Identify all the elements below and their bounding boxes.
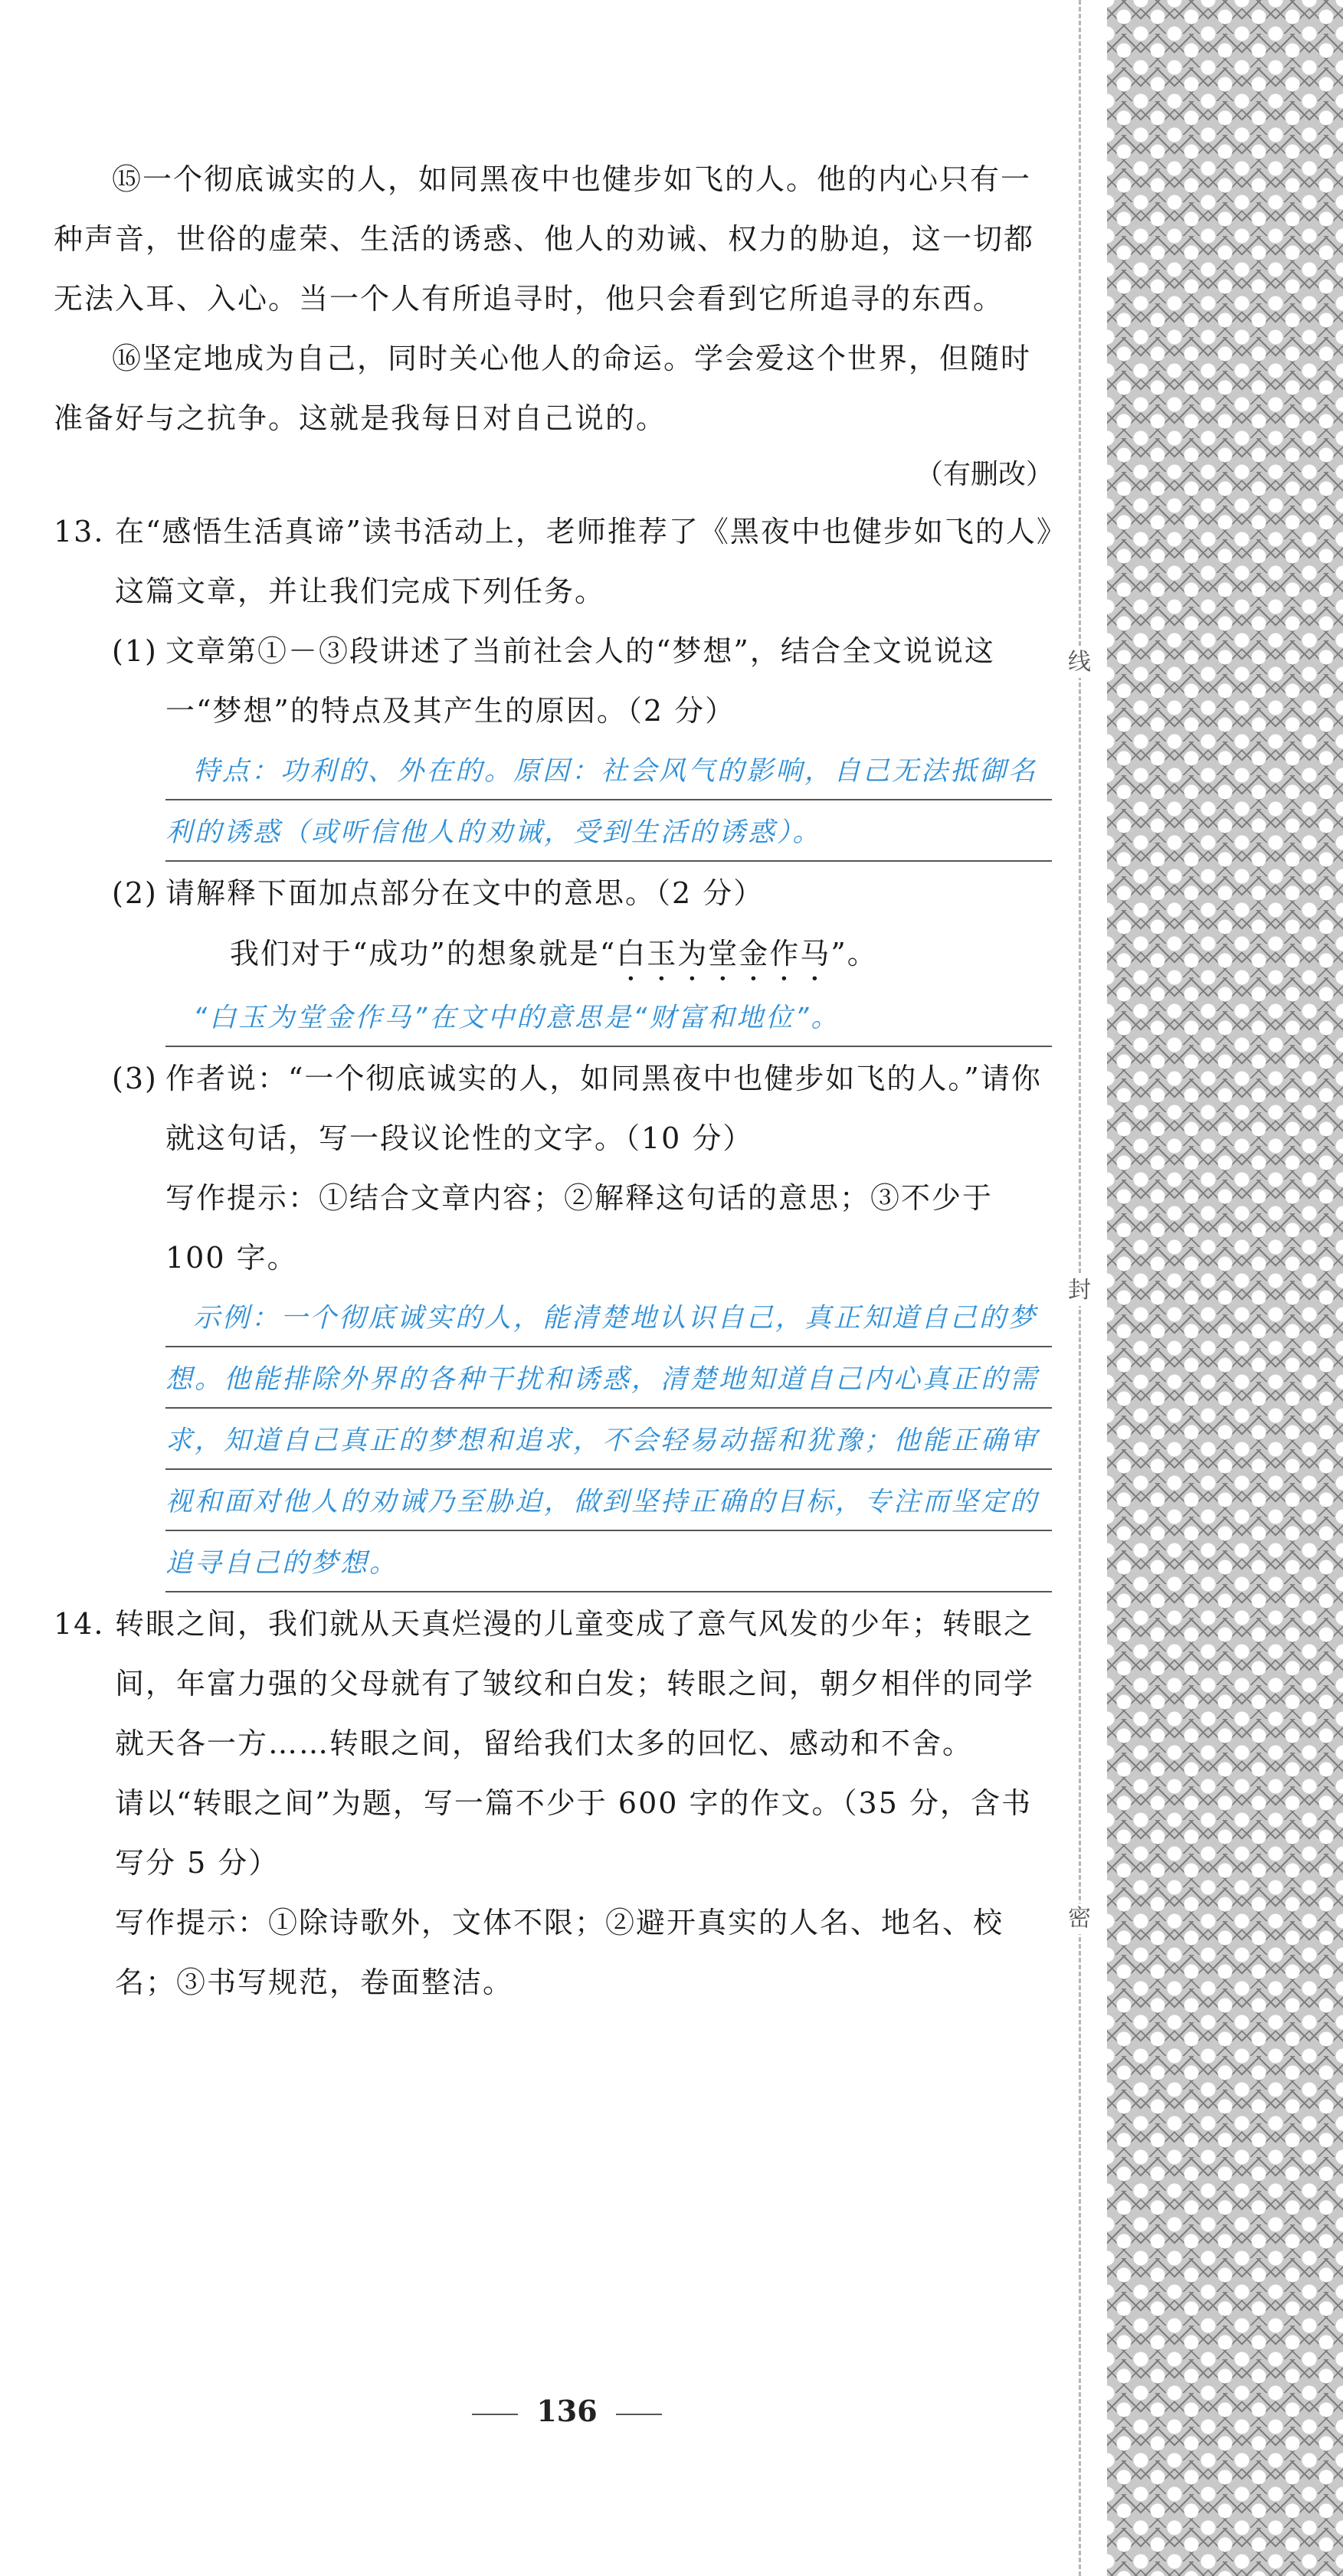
quote-after: ”。: [830, 937, 878, 971]
handwritten-answer-2: “白玉为堂金作马”在文中的意思是“财富和地位”。: [165, 987, 1052, 1049]
dotted-phrase: 白玉为堂金作马: [616, 937, 831, 971]
subquestion-3: [54, 1049, 1053, 1168]
page-number-text: 136: [536, 2394, 598, 2428]
essay-hint: 写作提示：①除诗歌外，文体不限；②避开真实的人名、地名、校名；③书写规范，卷面整洁。: [115, 1906, 1004, 1999]
dash-left: [472, 2414, 518, 2415]
subquestion-number: (1): [112, 634, 158, 668]
main-content: [54, 149, 1053, 2012]
decorative-margin-pattern: [1107, 0, 1343, 2576]
subquestion-1: [54, 621, 1053, 741]
question-text: 在“感悟生活真谛”读书活动上，老师推荐了《黑夜中也健步如飞的人》这篇文章，并让我们完成下列任务。: [115, 515, 1053, 608]
paragraph-15: ⑮一个彻底诚实的人，如同黑夜中也健步如飞的人。他的内心只有一种声音，世俗的虚荣、生活的诱惑、他人的劝诫、权力的胁迫，这一切都无法入耳、入心。当一个人有所追寻时，他只会看到它所追寻的东西。: [54, 162, 1035, 316]
abridged-note: （有删改）: [915, 459, 1053, 490]
subquestion-number: (3): [112, 1062, 158, 1095]
question-13-stem: [54, 502, 1053, 621]
page-number: [0, 2394, 1134, 2428]
binding-mark-feng: 封: [1066, 1275, 1092, 1306]
writing-hint-3: 写作提示：①结合文章内容；②解释这句话的意思；③不少于 100 字。: [165, 1181, 994, 1275]
dash-right: [616, 2414, 662, 2415]
binding-mark-mi: 密: [1066, 1903, 1092, 1934]
subquestion-number: (2): [112, 876, 158, 910]
quote-before: 我们对于“成功”的想象就是“: [230, 937, 617, 971]
subquestion-text: 请解释下面加点部分在文中的意思。（2 分）: [165, 876, 765, 910]
subquestion-text: 作者说：“一个彻底诚实的人，如同黑夜中也健步如飞的人。”请你就这句话，写一段议论性的文字。（10 分）: [165, 1062, 1042, 1155]
subquestion-text: 文章第①－③段讲述了当前社会人的“梦想”，结合全文说说这一“梦想”的特点及其产生的原因。（2 分）: [165, 634, 995, 728]
essay-task: 请以“转眼之间”为题，写一篇不少于 600 字的作文。（35 分，含书写分 5 分）: [115, 1786, 1032, 1880]
question-number: 13.: [54, 515, 105, 548]
question-13: [54, 502, 1053, 1594]
binding-mark-xian: 线: [1066, 647, 1092, 678]
subquestion-2: [54, 863, 1053, 923]
question-text: 转眼之间，我们就从天真烂漫的儿童变成了意气风发的少年；转眼之间，年富力强的父母就有了皱纹和白发；转眼之间，朝夕相伴的同学就天各一方……转眼之间，留给我们太多的回忆、感动和不舍。: [115, 1607, 1035, 1760]
handwritten-answer-1: 特点：功利的、外在的。原因：社会风气的影响，自己无法抵御名利的诱惑（或听信他人的劝诫，受到生活的诱惑）。: [165, 741, 1052, 863]
quoted-sentence: [54, 923, 1053, 987]
question-14: [54, 1594, 1053, 2012]
paragraph-16: ⑯坚定地成为自己，同时关心他人的命运。学会爱这个世界，但随时准备好与之抗争。这就是我每日对自己说的。: [54, 342, 1032, 435]
question-14-stem: [54, 1594, 1053, 1773]
handwritten-answer-3: 示例：一个彻底诚实的人，能清楚地认识自己，真正知道自己的梦想。他能排除外界的各种干扰和诱惑，清楚地知道自己内心真正的需求，知道自己真正的梦想和追求，不会轻易动摇和犹豫；他能正确审视和面对他人的劝诫乃至胁迫，做到坚持正确的目标，专注而坚定的追寻自己的梦想。: [165, 1288, 1052, 1594]
question-number: 14.: [54, 1607, 105, 1641]
